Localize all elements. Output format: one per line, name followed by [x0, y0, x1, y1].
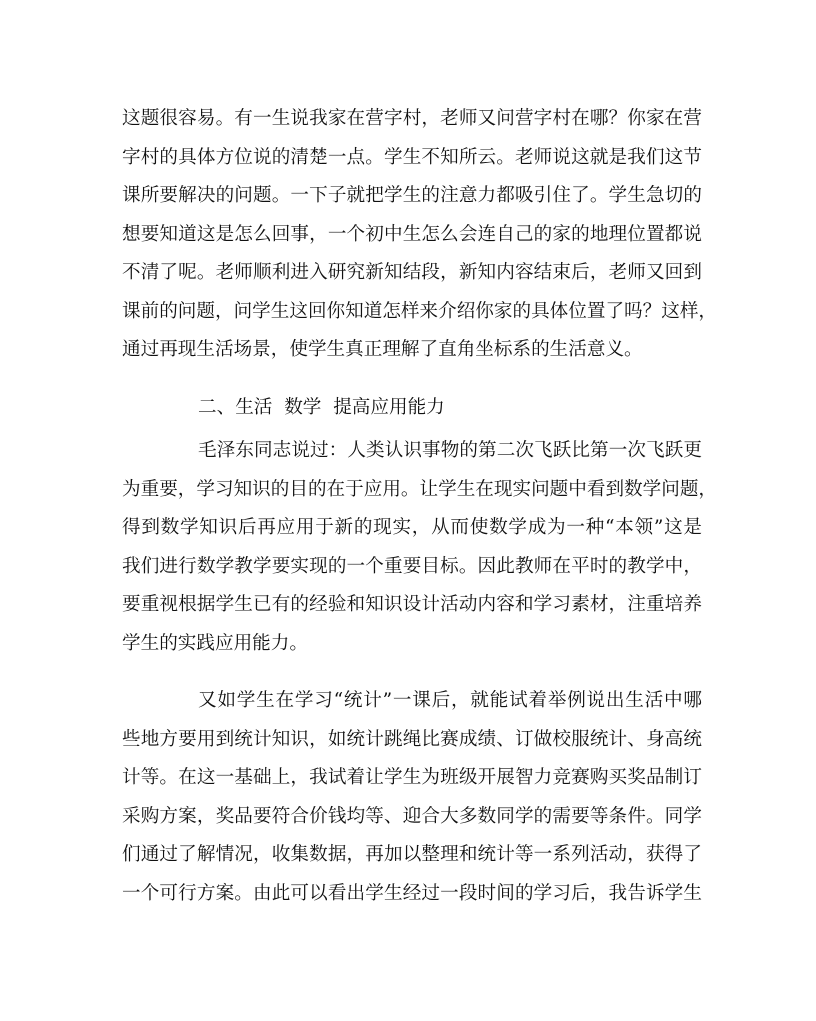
- paragraph-line: 想要知道这是怎么回事，一个初中生怎么会连自己的家的地理位置都说: [122, 223, 702, 245]
- paragraph-line: 要重视根据学生已有的经验和知识设计活动内容和学习素材，注重培养: [122, 594, 702, 615]
- paragraph-line: 采购方案，奖品要符合价钱均等、迎合大多数同学的需要等条件。同学: [122, 805, 702, 827]
- paragraph-3: [122, 682, 702, 913]
- paragraph-line: 我们进行数学教学要实现的一个重要目标。因此教师在平时的教学中，: [122, 555, 702, 577]
- paragraph-line: 不清了呢。老师顺利进入研究新知结段，新知内容结束后，老师又回到: [122, 262, 702, 283]
- paragraph-line: 们通过了解情况，收集数据，再加以整理和统计等一系列活动，获得了: [122, 844, 702, 865]
- paragraph-line: 得到数学知识后再应用于新的现实，从而使数学成为一种“本领”这是: [122, 517, 702, 538]
- paragraph-line: 计等。在这一基础上，我试着让学生为班级开展智力竞赛购买奖品制订: [122, 767, 702, 788]
- paragraph-line: 为重要，学习知识的目的在于应用。让学生在现实问题中看到数学问题，: [122, 478, 718, 500]
- paragraph-line: 又如学生在学习“统计”一课后，就能试着举例说出生活中哪: [198, 690, 702, 711]
- paragraph-line: 课前的问题，问学生这回你知道怎样来介绍你家的具体位置了吗？这样，: [122, 300, 718, 322]
- paragraph-line: 些地方要用到统计知识，如统计跳绳比赛成绩、订做校服统计、身高统: [122, 728, 702, 750]
- paragraph-line: 一个可行方案。由此可以看出学生经过一段时间的学习后，我告诉学生: [122, 882, 702, 904]
- paragraph-line: 课所要解决的问题。一下子就把学生的注意力都吸引住了。学生急切的: [122, 185, 702, 206]
- section-heading: 二、生活 数学 提高应用能力: [198, 397, 445, 418]
- paragraph-line: 毛泽东同志说过：人类认识事物的第二次飞跃比第一次飞跃更: [198, 440, 702, 461]
- paragraph-line: 通过再现生活场景，使学生真正理解了直角坐标系的生活意义。: [122, 339, 643, 360]
- paragraph-2: [122, 432, 718, 663]
- paragraph-1: [122, 100, 718, 370]
- paragraph-line: 这题很容易。有一生说我家在营字村，老师又问营字村在哪？你家在营: [122, 108, 702, 129]
- paragraph-line: 字村的具体方位说的清楚一点。学生不知所云。老师说这就是我们这节: [122, 146, 702, 168]
- paragraph-line: 学生的实践应用能力。: [122, 632, 308, 654]
